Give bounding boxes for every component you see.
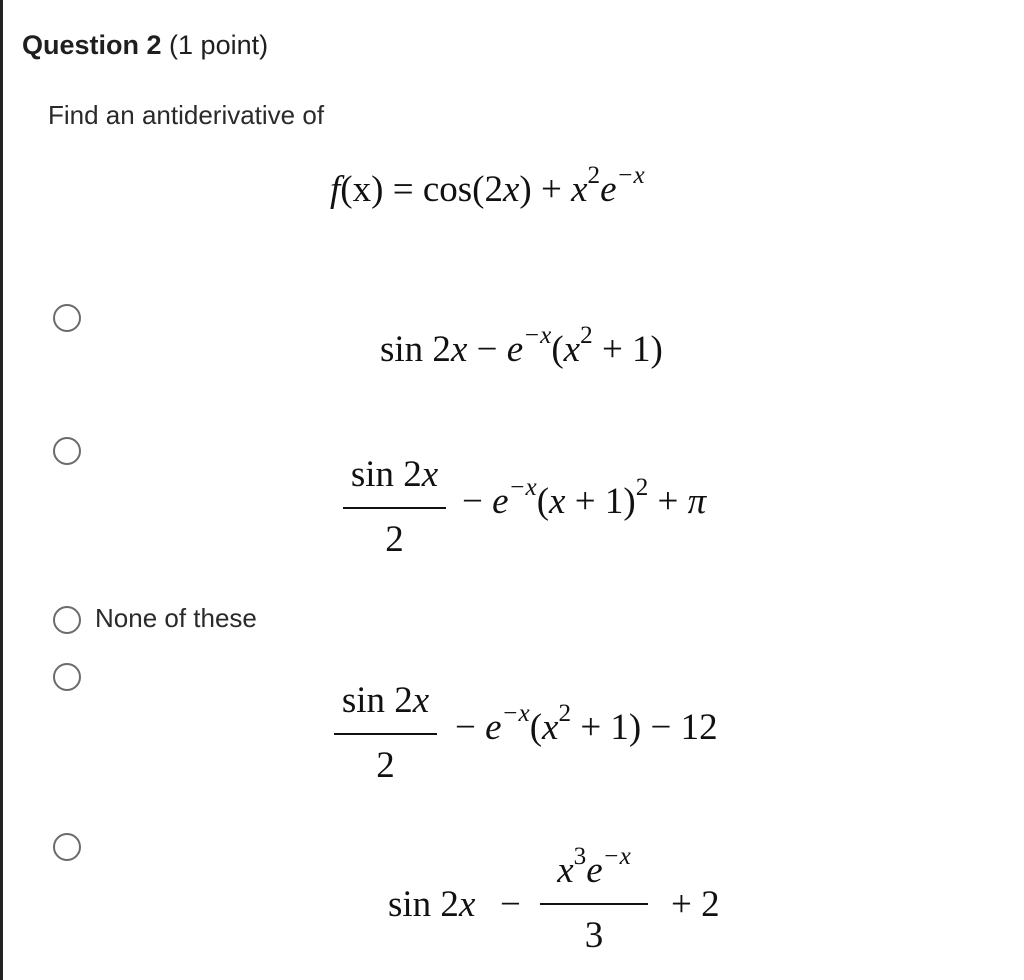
minus-sign: − xyxy=(462,481,483,522)
fraction-denominator: 3 xyxy=(584,915,604,956)
sin-variable: x xyxy=(450,329,468,370)
option-d-expression xyxy=(455,699,718,749)
e-exponent: −x xyxy=(508,473,537,501)
e-term: e xyxy=(492,481,509,522)
e-exponent: −x xyxy=(501,699,530,727)
function-definition xyxy=(330,161,645,211)
e-exponent: −x xyxy=(523,321,552,349)
sin-term: sin 2 xyxy=(388,884,459,925)
sin-variable: x xyxy=(412,680,430,721)
sin-variable: x xyxy=(458,884,476,925)
e-exponent: −x xyxy=(602,842,631,870)
fraction-bar xyxy=(540,903,648,905)
option-a-radio[interactable] xyxy=(53,304,81,332)
e-term: e xyxy=(586,850,603,891)
option-c-label: None of these xyxy=(95,603,257,633)
x-term: x xyxy=(563,329,581,370)
fraction-numerator xyxy=(540,842,648,891)
cos-close: ) + xyxy=(519,169,562,210)
option-e-fraction xyxy=(540,842,648,956)
open-paren: ( xyxy=(536,481,550,522)
option-b-radio[interactable] xyxy=(53,437,81,465)
square-exponent: 2 xyxy=(635,473,649,501)
x-exponent: 2 xyxy=(558,699,572,727)
e-term: e xyxy=(485,707,502,748)
minus-sign: − xyxy=(455,707,476,748)
fraction-bar xyxy=(334,733,437,735)
option-b-fraction xyxy=(343,456,446,558)
sin-term: sin 2 xyxy=(350,454,422,495)
fraction-denominator: 2 xyxy=(385,519,404,560)
e-term: e xyxy=(506,329,524,370)
plus-one: + 1) xyxy=(574,481,636,522)
x-exponent: 2 xyxy=(580,321,593,349)
sin-term: sin 2 xyxy=(380,329,451,370)
option-e-tail: + 2 xyxy=(671,884,720,925)
left-border xyxy=(0,0,3,980)
e-exponent: −x xyxy=(616,161,645,189)
option-c-radio[interactable] xyxy=(53,606,81,634)
option-a-expression xyxy=(380,321,663,371)
sin-term: sin 2 xyxy=(341,680,413,721)
option-e-minus: − xyxy=(500,884,521,925)
function-arg: (x) xyxy=(340,169,384,210)
pi-symbol: π xyxy=(687,481,707,522)
e-term: e xyxy=(600,169,617,210)
x-term: x xyxy=(542,707,559,748)
fraction-numerator xyxy=(343,456,446,493)
option-b-expression xyxy=(462,473,707,523)
question-title xyxy=(22,30,268,61)
plus-sign: + xyxy=(657,481,679,522)
option-d-fraction xyxy=(334,682,437,784)
expression-tail: + 1) xyxy=(601,329,663,370)
question-prompt: Find an antiderivative of xyxy=(48,100,325,130)
open-paren: ( xyxy=(551,329,564,370)
open-paren: ( xyxy=(529,707,543,748)
x-term: x xyxy=(549,481,566,522)
option-e-expression xyxy=(388,883,475,926)
x-term: x xyxy=(557,850,574,891)
function-name: f xyxy=(330,169,341,210)
fraction-bar xyxy=(343,507,446,509)
x-term: x xyxy=(571,169,588,210)
option-d-radio[interactable] xyxy=(53,663,81,691)
x-exponent: 2 xyxy=(587,161,601,189)
question-points: (1 point) xyxy=(169,30,269,60)
x-exponent: 3 xyxy=(573,842,587,870)
sin-variable: x xyxy=(421,454,439,495)
cos-variable: x xyxy=(502,169,520,210)
equals-sign: = xyxy=(392,169,414,210)
fraction-numerator xyxy=(334,682,437,719)
minus-sign: − xyxy=(476,329,498,370)
expression-tail: + 1) − 12 xyxy=(580,707,718,748)
cos-term: cos(2 xyxy=(422,169,503,210)
fraction-denominator: 2 xyxy=(376,745,395,786)
question-number: Question 2 xyxy=(22,30,162,60)
option-e-radio[interactable] xyxy=(53,833,81,861)
